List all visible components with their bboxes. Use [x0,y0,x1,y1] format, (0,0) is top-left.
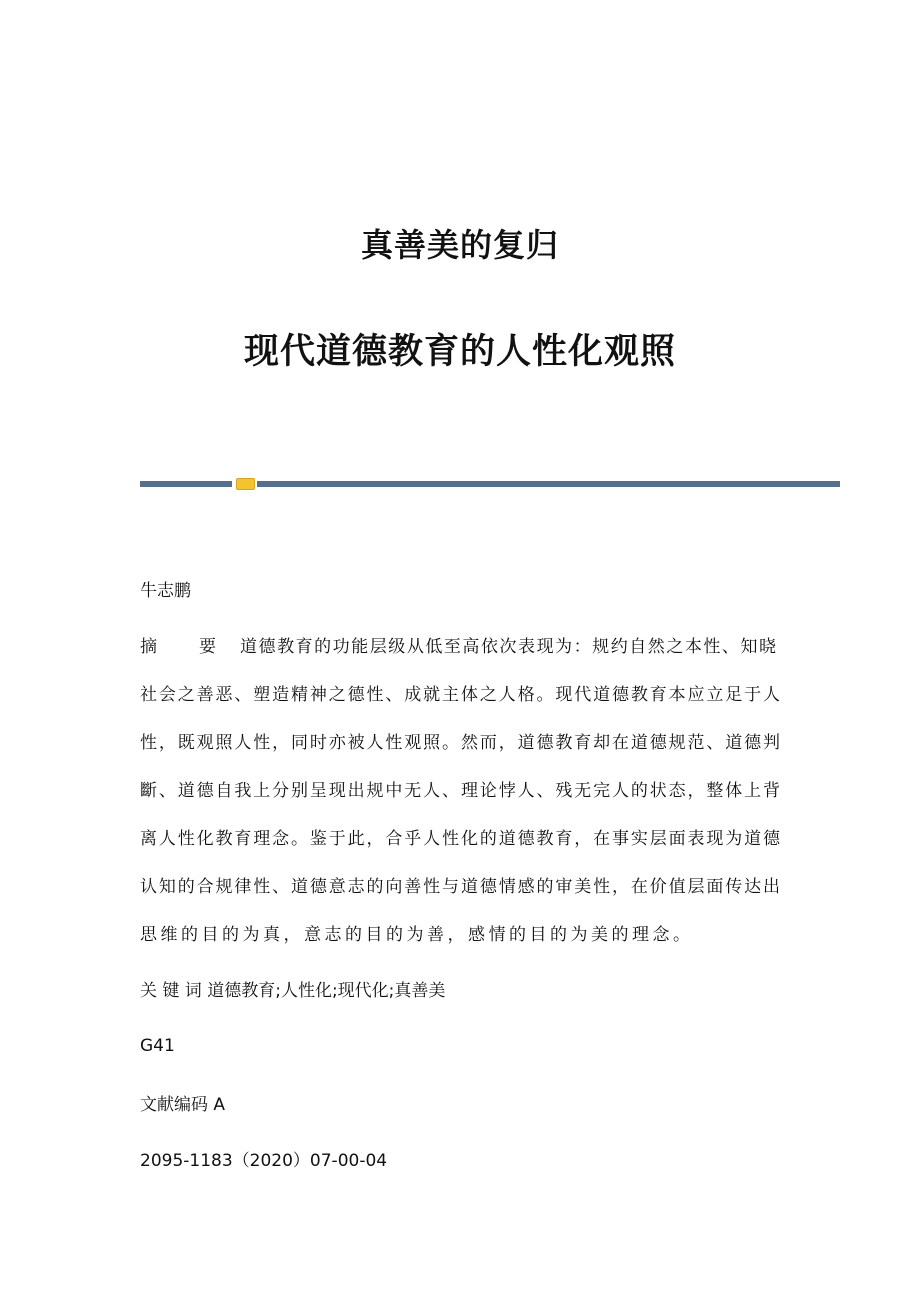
divider-ornament-icon [236,478,255,490]
divider-right [257,481,840,487]
divider-left [140,481,232,487]
keywords: 道德教育;人性化;现代化;真善美 [207,981,446,1001]
abstract-line-1 [140,632,780,657]
classification-number: G41 [140,1036,175,1056]
keywords-row [140,976,445,1001]
document-code: 文献编码 A [140,1095,226,1115]
abstract-line-6: 认知的合规律性、道德意志的向善性与道德情感的审美性，在价值层面传达出 [140,877,780,897]
abstract-label-2: 要 [199,637,216,657]
keywords-label: 关 键 词 [140,981,202,1001]
article-number: 2095-1183（2020）07-00-04 [140,1151,388,1171]
document-subtitle: 现代道德教育的人性化观照 [243,332,676,372]
document-title: 真善美的复归 [360,226,559,264]
abstract-line-3: 性，既观照人性，同时亦被人性观照。然而，道德教育却在道德规范、道德判 [140,733,780,753]
abstract-text: 道德教育的功能层级从低至高依次表现为：规约自然之本性、知晓 [240,637,776,657]
abstract-line-5: 离人性化教育理念。鉴于此，合乎人性化的道德教育，在事实层面表现为道德 [140,829,780,849]
author: 牛志鹏 [140,581,191,601]
abstract-line-2: 社会之善恶、塑造精神之德性、成就主体之人格。现代道德教育本应立足于人 [140,685,780,705]
abstract-line-4: 斷、道德自我上分别呈现出规中无人、理论悖人、残无完人的状态，整体上背 [140,781,780,801]
abstract-label-1: 摘 [140,637,157,657]
abstract-line-7: 思维的目的为真，意志的目的为善，感情的目的为美的理念。 [140,925,694,945]
